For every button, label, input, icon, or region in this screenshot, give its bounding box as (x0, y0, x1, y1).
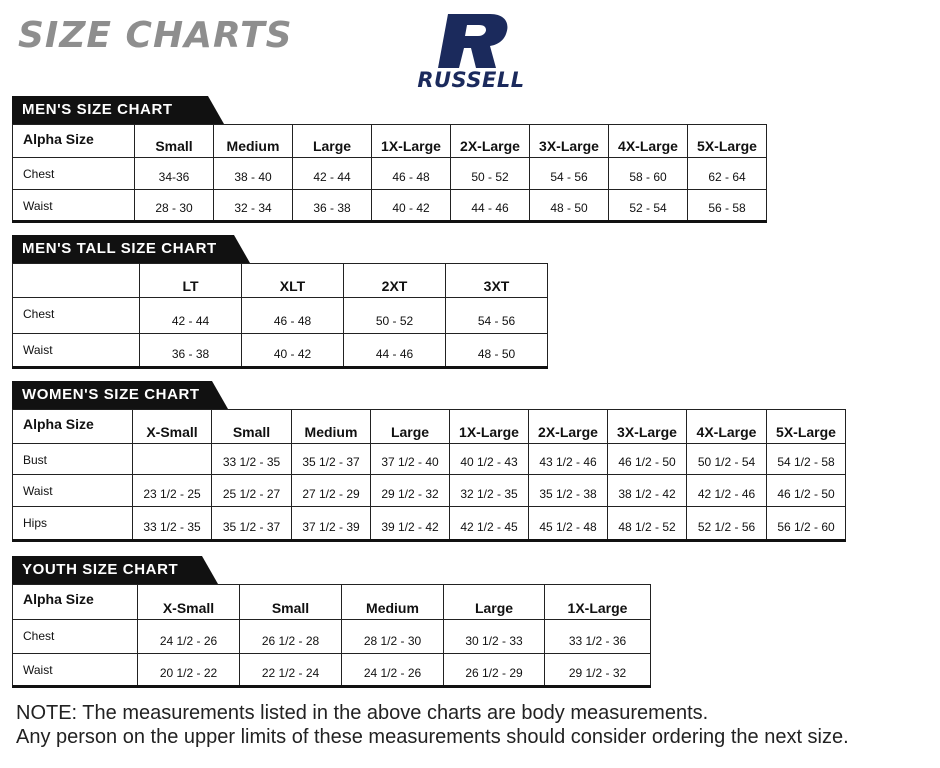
measure-label: Waist (13, 475, 133, 507)
measure-label: Chest (13, 158, 135, 190)
table-cell: 38 1/2 - 42 (608, 475, 687, 507)
table-cell: 28 - 30 (135, 190, 214, 222)
table-cell: 42 1/2 - 45 (450, 507, 529, 541)
table-cell: 28 1/2 - 30 (342, 620, 444, 654)
table-cell: 33 1/2 - 35 (133, 507, 212, 541)
table-cell: 40 - 42 (242, 334, 344, 368)
table-cell: 33 1/2 - 36 (545, 620, 651, 654)
table-cell: 33 1/2 - 35 (212, 444, 292, 475)
section-heading: YOUTH SIZE CHART (12, 556, 202, 584)
column-header: Medium (214, 125, 293, 158)
table-cell: 56 - 58 (688, 190, 767, 222)
table-cell: 24 1/2 - 26 (138, 620, 240, 654)
note-line-1: NOTE: The measurements listed in the above charts are body measurements. (16, 702, 709, 724)
table-cell: 25 1/2 - 27 (212, 475, 292, 507)
column-header: 2X-Large (451, 125, 530, 158)
page-title: SIZE CHARTS (18, 15, 293, 56)
column-header: 4X-Large (687, 410, 767, 444)
table-row (13, 475, 846, 507)
column-header: Small (240, 585, 342, 620)
column-header: X-Small (133, 410, 212, 444)
table-row (13, 620, 651, 654)
note-line-2: Any person on the upper limits of these measurements should consider ordering the next size. (16, 726, 849, 748)
column-header: Medium (342, 585, 444, 620)
measure-label: Chest (13, 620, 138, 654)
table-cell: 46 1/2 - 50 (767, 475, 846, 507)
table-cell: 36 - 38 (140, 334, 242, 368)
measure-label: Waist (13, 334, 140, 368)
table-cell: 54 - 56 (446, 298, 548, 334)
row-header-label (13, 264, 140, 298)
table-cell: 50 1/2 - 54 (687, 444, 767, 475)
table-cell: 42 - 44 (293, 158, 372, 190)
mens-tall-size-chart (12, 235, 548, 369)
table-cell: 42 1/2 - 46 (687, 475, 767, 507)
table-cell: 45 1/2 - 48 (529, 507, 608, 541)
table-cell: 24 1/2 - 26 (342, 654, 444, 687)
table-cell: 54 1/2 - 58 (767, 444, 846, 475)
table-cell: 62 - 64 (688, 158, 767, 190)
table-cell: 29 1/2 - 32 (371, 475, 450, 507)
table-cell: 43 1/2 - 46 (529, 444, 608, 475)
table-row (13, 334, 548, 368)
measure-label: Waist (13, 654, 138, 687)
table-cell: 42 - 44 (140, 298, 242, 334)
table-cell: 39 1/2 - 42 (371, 507, 450, 541)
column-header: 4X-Large (609, 125, 688, 158)
measure-label: Waist (13, 190, 135, 222)
table-row (13, 654, 651, 687)
table-cell: 52 - 54 (609, 190, 688, 222)
table-cell: 30 1/2 - 33 (444, 620, 545, 654)
table-cell: 46 - 48 (242, 298, 344, 334)
row-header-label: Alpha Size (13, 125, 135, 158)
column-header: Large (444, 585, 545, 620)
table-cell: 26 1/2 - 29 (444, 654, 545, 687)
column-header: 3X-Large (608, 410, 687, 444)
row-header-label: Alpha Size (13, 585, 138, 620)
column-header: Medium (292, 410, 371, 444)
measure-label: Chest (13, 298, 140, 334)
size-table (12, 124, 767, 223)
table-cell: 26 1/2 - 28 (240, 620, 342, 654)
column-header: 1X-Large (545, 585, 651, 620)
column-header: 3X-Large (530, 125, 609, 158)
column-header: 5X-Large (688, 125, 767, 158)
table-cell: 48 1/2 - 52 (608, 507, 687, 541)
header-row (13, 125, 767, 158)
column-header: 2X-Large (529, 410, 608, 444)
column-header: Large (371, 410, 450, 444)
table-cell: 52 1/2 - 56 (687, 507, 767, 541)
table-cell (133, 444, 212, 475)
russell-r-icon (434, 14, 508, 68)
table-cell: 50 - 52 (344, 298, 446, 334)
table-cell: 48 - 50 (446, 334, 548, 368)
measure-label: Hips (13, 507, 133, 541)
table-row (13, 190, 767, 222)
column-header: 1X-Large (450, 410, 529, 444)
mens-size-chart (12, 96, 767, 223)
table-cell: 32 - 34 (214, 190, 293, 222)
table-cell: 36 - 38 (293, 190, 372, 222)
column-header: 3XT (446, 264, 548, 298)
column-header: X-Small (138, 585, 240, 620)
table-row (13, 507, 846, 541)
column-header: Small (135, 125, 214, 158)
header-row (13, 410, 846, 444)
table-cell: 44 - 46 (451, 190, 530, 222)
column-header: Small (212, 410, 292, 444)
table-cell: 35 1/2 - 37 (292, 444, 371, 475)
row-header-label: Alpha Size (13, 410, 133, 444)
youth-size-chart (12, 556, 651, 688)
table-cell: 35 1/2 - 37 (212, 507, 292, 541)
table-cell: 40 - 42 (372, 190, 451, 222)
russell-logo (404, 14, 538, 92)
table-cell: 35 1/2 - 38 (529, 475, 608, 507)
section-heading: MEN'S SIZE CHART (12, 96, 208, 124)
section-heading: WOMEN'S SIZE CHART (12, 381, 212, 409)
table-cell: 38 - 40 (214, 158, 293, 190)
table-cell: 34-36 (135, 158, 214, 190)
table-cell: 29 1/2 - 32 (545, 654, 651, 687)
column-header: Large (293, 125, 372, 158)
table-cell: 27 1/2 - 29 (292, 475, 371, 507)
size-table (12, 409, 846, 542)
table-cell: 56 1/2 - 60 (767, 507, 846, 541)
table-row (13, 444, 846, 475)
header-row (13, 264, 548, 298)
column-header: 1X-Large (372, 125, 451, 158)
table-cell: 54 - 56 (530, 158, 609, 190)
footnote (16, 701, 849, 749)
table-cell: 58 - 60 (609, 158, 688, 190)
table-row (13, 298, 548, 334)
column-header: XLT (242, 264, 344, 298)
header-row (13, 585, 651, 620)
table-cell: 37 1/2 - 39 (292, 507, 371, 541)
brand-wordmark: RUSSELL (417, 68, 525, 92)
column-header: 5X-Large (767, 410, 846, 444)
table-cell: 46 - 48 (372, 158, 451, 190)
table-cell: 40 1/2 - 43 (450, 444, 529, 475)
table-cell: 44 - 46 (344, 334, 446, 368)
table-cell: 48 - 50 (530, 190, 609, 222)
table-cell: 23 1/2 - 25 (133, 475, 212, 507)
section-heading: MEN'S TALL SIZE CHART (12, 235, 234, 263)
measure-label: Bust (13, 444, 133, 475)
table-row (13, 158, 767, 190)
table-cell: 20 1/2 - 22 (138, 654, 240, 687)
womens-size-chart (12, 381, 846, 542)
size-table (12, 263, 548, 369)
table-cell: 32 1/2 - 35 (450, 475, 529, 507)
column-header: 2XT (344, 264, 446, 298)
table-cell: 22 1/2 - 24 (240, 654, 342, 687)
table-cell: 46 1/2 - 50 (608, 444, 687, 475)
table-cell: 37 1/2 - 40 (371, 444, 450, 475)
column-header: LT (140, 264, 242, 298)
size-table (12, 584, 651, 688)
table-cell: 50 - 52 (451, 158, 530, 190)
